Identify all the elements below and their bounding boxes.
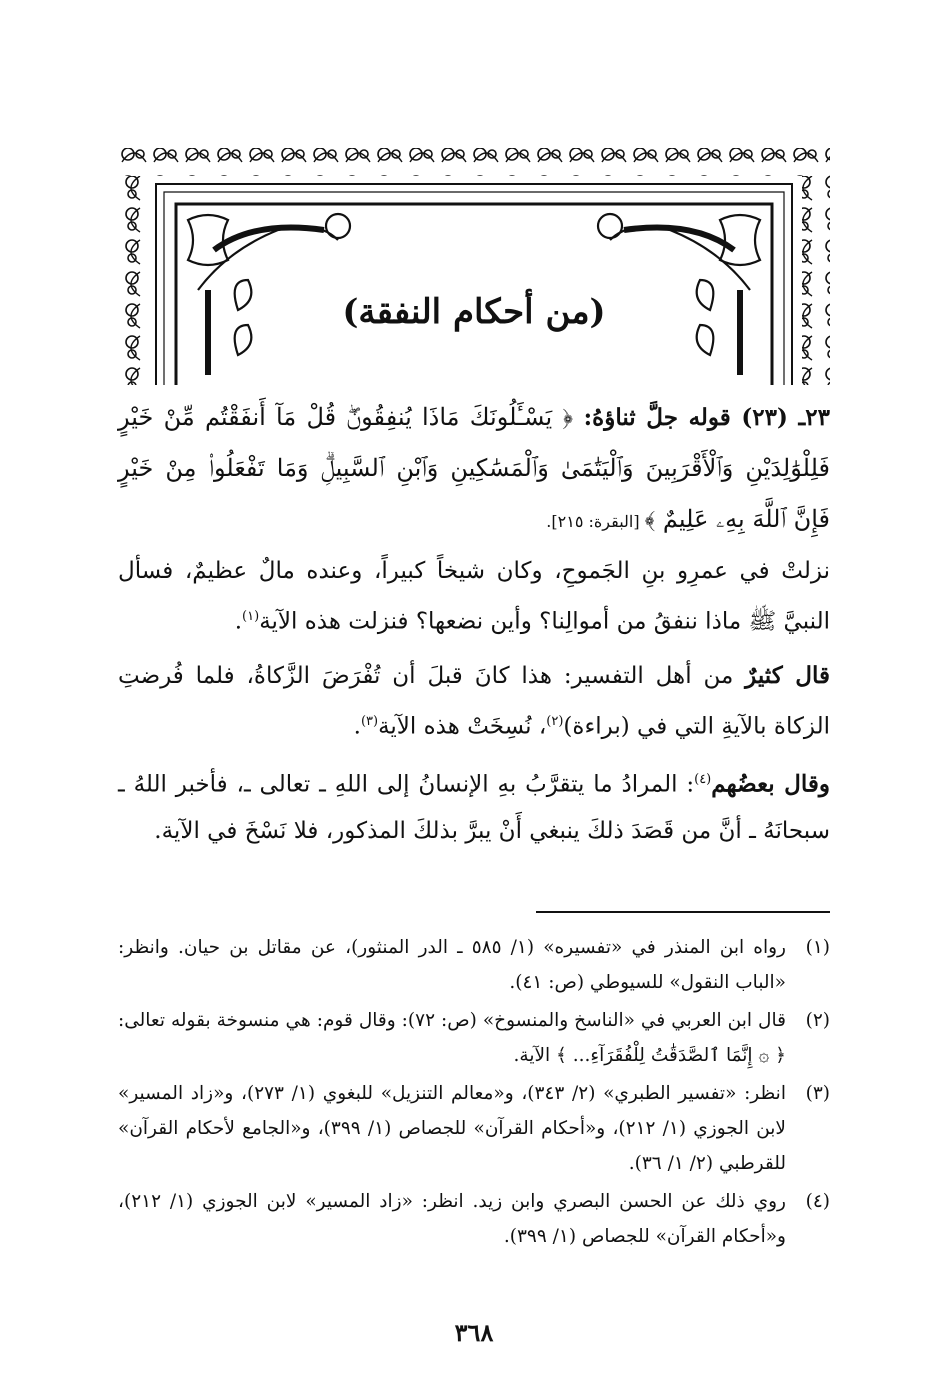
verse-block	[118, 392, 830, 547]
footnote-text: انظر: «تفسير الطبري» (٢/ ٣٤٣)، و«معالم التنزيل» للبغوي (١/ ٢٧٣)، و«زاد المسير» لابن الجوزي (١/ ٢١٢)، و«أحكام القرآن» للجصاص (١/ ٣٩٩)، و«الجامع لأحكام القرآن» للقرطبي (٢/ ١/ ٣٦).	[118, 1083, 786, 1174]
chapter-title: (من أحكام النفقة)	[342, 292, 606, 332]
frame-ornament-graphic	[118, 140, 830, 385]
footnote-text: روي ذلك عن الحسن البصري وابن زيد. انظر: «زاد المسير» لابن الجوزي (١/ ٢١٢)، و«أحكام القرآن» للجصاص (١/ ٣٩٩).	[118, 1191, 786, 1247]
paragraph-lead: قال كثيرٌ	[745, 661, 830, 689]
footnote-text: رواه ابن المنذر في «تفسيره» (١/ ٥٨٥ ـ الدر المنثور)، عن مقاتل بن حيان. وانظر: «الباب النقول» للسيوطي (ص: ٤١).	[118, 937, 786, 993]
quran-verse: ﴿ يَسْـَٔلُونَكَ مَاذَا يُنفِقُونَۖ قُلْ مَآ أَنفَقْتُم مِّنْ خَيْرٍ فَلِلْوَٰلِدَيْنِ وَٱلْأَقْرَبِينَ وَٱلْيَتَٰمَىٰ وَٱلْمَسَٰكِينِ وَٱبْنِ ٱلسَّبِيلِۗ وَمَا تَفْعَلُوا۟ مِنْ خَيْرٍ فَإِنَّ ٱللَّهَ بِهِۦ عَلِيمٌ ﴾	[118, 403, 830, 533]
paragraph-text: نزلتْ في عمرِو بنِ الجَموحِ، وكان شيخاً كبيراً، وعنده مالٌ عظيمٌ، فسأل النبيَّ ﷺ ماذا ننفقُ من أموالِنا؟ وأين نضعها؟ فنزلت هذه الآية	[118, 558, 830, 635]
footnote-mark: (١)	[242, 609, 260, 624]
footnote-mark: (٢)	[546, 713, 564, 729]
paragraph	[118, 548, 830, 645]
body-text	[118, 548, 830, 862]
footnote	[118, 1003, 830, 1073]
footnote-number: (٢)	[805, 1010, 830, 1031]
footnote-mark: (٣)	[360, 713, 379, 729]
footnote	[118, 1076, 830, 1181]
verse-reference: [البقرة: ٢١٥].	[546, 512, 645, 531]
footnote-mark: (٤)	[694, 772, 712, 788]
paragraph-text: : المرادُ ما يتقرَّبُ بهِ الإنسانُ إلى اللهِ ـ تعالى ـ، فأخبر اللهُ ـ سبحانَهُ ـ أنَّ من قَصَدَ ذلكَ ينبغي أَنْ يبرَّ بذلكَ المذكور، فلا نَسْخَ في الآية.	[118, 771, 830, 844]
footnote-separator	[536, 911, 830, 913]
paragraph	[118, 653, 830, 750]
footnote-number: (١)	[805, 937, 830, 958]
paragraph-tail: .	[353, 713, 361, 740]
footnote-number: (٤)	[805, 1191, 830, 1212]
paragraph-text: من أهل التفسير: هذا كانَ قبلَ أن تُفْرَضَ الزَّكاةُ، فلما فُرضتِ الزكاة بالآيةِ التي في (براءة)	[118, 662, 830, 740]
footnotes	[118, 930, 830, 1257]
footnote-number: (٣)	[805, 1083, 830, 1104]
verse-number: ٢٣ـ (٢٣)	[741, 404, 830, 431]
paragraph	[118, 757, 830, 854]
paragraph-text: ، نُسِخَتْ هذه الآية	[378, 713, 547, 740]
paragraph-tail: .	[234, 608, 243, 635]
ornamental-frame	[118, 140, 830, 385]
verse-intro: قوله جلَّ ثناؤهُ:	[573, 404, 742, 431]
footnote	[118, 930, 830, 1000]
page-number: ٣٦٨	[454, 1318, 494, 1347]
footnote	[118, 1184, 830, 1254]
paragraph-lead: وقال بعضُهم	[711, 770, 830, 798]
footnote-text: قال ابن العربي في «الناسخ والمنسوخ» (ص: ٧٢): وقال قوم: هي منسوخة بقوله تعالى: ﴿ ۞ إِنَّمَا ٱلصَّدَقَٰتُ لِلْفُقَرَآءِ... ﴾ الآية.	[118, 1010, 786, 1066]
